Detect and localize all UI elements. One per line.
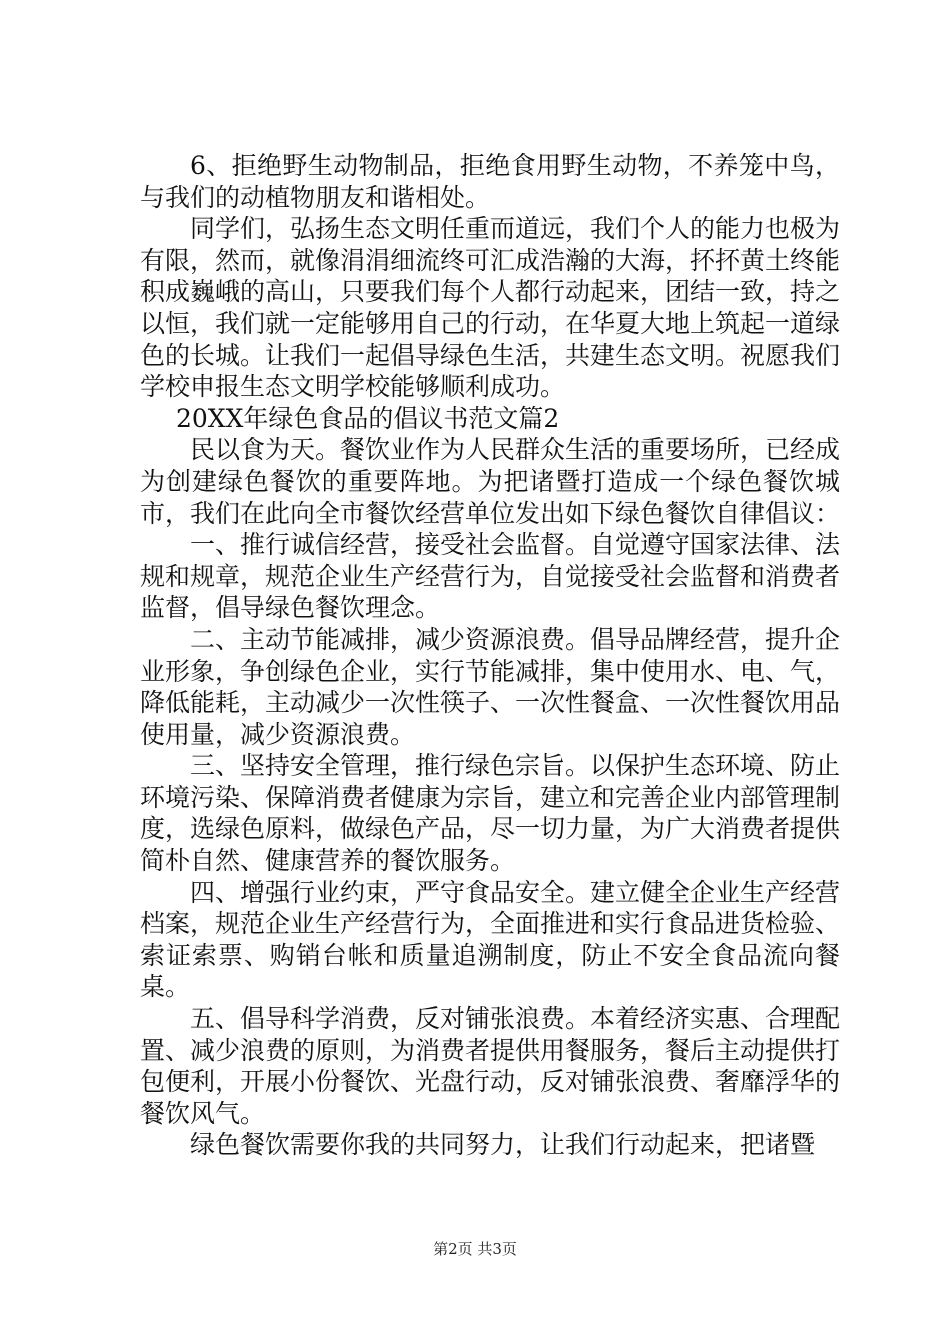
paragraph-wildlife: 6、拒绝野生动物制品，拒绝食用野生动物，不养笼中鸟，与我们的动植物朋友和谐相处。 <box>140 151 840 212</box>
paragraph-item-3: 三、坚持安全管理，推行绿色宗旨。以保护生态环境、防止环境污染、保障消费者健康为宗旨，建立和完善企业内部管理制度，选绿色原料，做绿色产品，尽一切力量，为广大消费者提供简朴自然、健康营养的餐饮服务。 <box>140 751 841 876</box>
paragraph-closing: 绿色餐饮需要你我的共同努力，让我们行动起来，把诸暨 <box>190 1130 816 1160</box>
paragraph-item-2: 二、主动节能减排，减少资源浪费。倡导品牌经营，提升企业形象，争创绿色企业，实行节能减排，集中使用水、电、气，降低能耗，主动减少一次性筷子、一次性餐盒、一次性餐饮用品使用量，减少资源浪费。 <box>140 624 841 749</box>
paragraph-item-4: 四、增强行业约束，严守食品安全。建立健全企业生产经营档案，规范企业生产经营行为，全面推进和实行食品进货检验、索证索票、购销台帐和质量追溯制度，防止不安全食品流向餐桌。 <box>140 877 841 1002</box>
paragraph-item-5: 五、倡导科学消费，反对铺张浪费。本着经济实惠、合理配置、减少浪费的原则，为消费者提供用餐服务，餐后主动提供打包便利，开展小份餐饮、光盘行动，反对铺张浪费、奢靡浮华的餐饮风气。 <box>140 1004 841 1128</box>
page-number: 第2页 共3页 <box>433 1240 517 1258</box>
paragraph-classmates: 同学们，弘扬生态文明任重而道远，我们个人的能力也极为有限，然而，就像涓涓细流终可汇成浩瀚的大海，抔抔黄土终能积成巍峨的高山，只要我们每个人都行动起来，团结一致，持之以恒，我们就一定能够用自己的行动，在华夏大地上筑起一道绿色的长城。让我们一起倡导绿色生活，共建生态文明。祝愿我们学校申报生态文明学校能够顺利成功。 <box>140 214 841 402</box>
paragraph-item-1: 一、推行诚信经营，接受社会监督。自觉遵守国家法律、法规和规章，规范企业生产经营行为，自觉接受社会监督和消费者监督，倡导绿色餐饮理念。 <box>140 530 841 623</box>
section-heading: 20XX年绿色食品的倡议书范文篇2 <box>176 403 560 433</box>
document-body <box>140 150 840 1161</box>
paragraph-intro: 民以食为天。餐饮业作为人民群众生活的重要场所，已经成为创建绿色餐饮的重要阵地。为把诸暨打造成一个绿色餐饮城市，我们在此向全市餐饮经营单位发出如下绿色餐饮自律倡议： <box>140 435 841 528</box>
